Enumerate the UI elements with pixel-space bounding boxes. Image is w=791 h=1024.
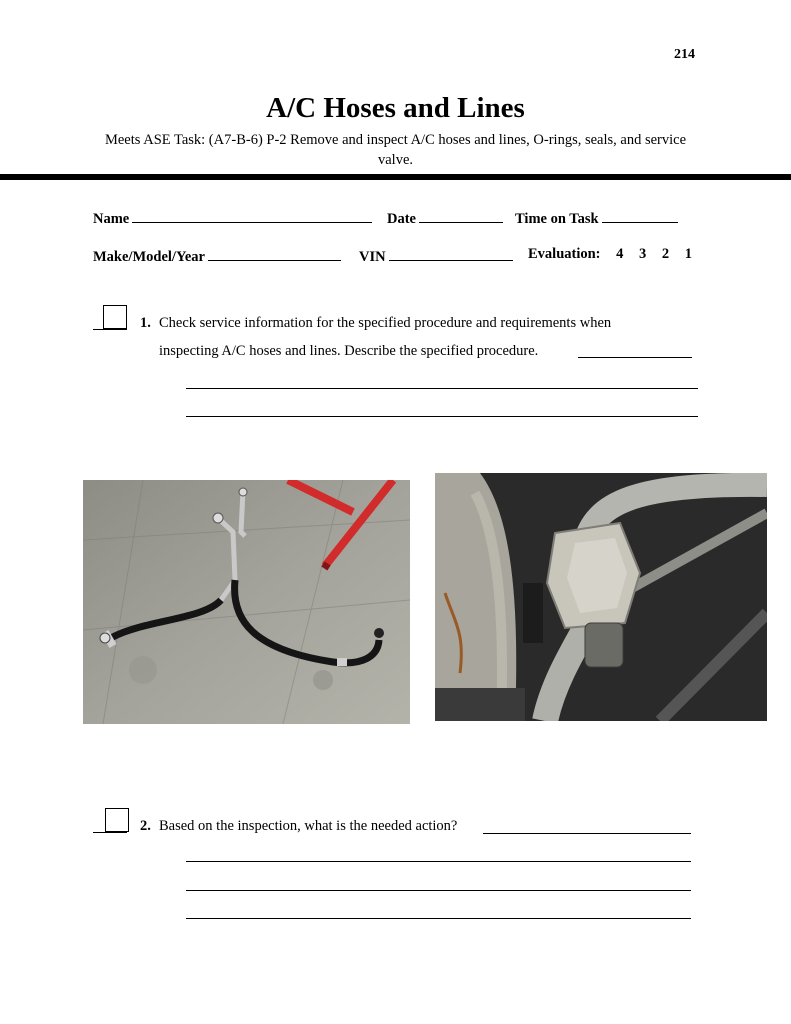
check-line <box>93 832 127 833</box>
make-field <box>93 246 341 266</box>
hose-assembly-image <box>83 480 410 724</box>
question-2-text <box>159 812 457 840</box>
eval-score-3[interactable]: 3 <box>639 246 647 262</box>
page-title: A/C Hoses and Lines <box>266 92 525 124</box>
fitting-closeup-image <box>435 473 767 721</box>
question-1-text-line1: Check service information for the specified procedure and requirements when <box>159 315 612 331</box>
answer-line[interactable] <box>483 833 691 834</box>
check-line <box>93 329 127 330</box>
time-input[interactable] <box>602 208 678 223</box>
eval-score-1[interactable]: 1 <box>684 246 693 262</box>
date-input[interactable] <box>419 208 503 223</box>
question-1-checkbox[interactable] <box>103 305 127 329</box>
answer-line[interactable] <box>186 416 698 417</box>
date-label: Date <box>387 211 416 227</box>
page-number: 214 <box>674 47 695 62</box>
question-2-number: 2. <box>140 818 151 834</box>
answer-line[interactable] <box>578 357 692 358</box>
name-input[interactable] <box>132 208 372 223</box>
vin-label: VIN <box>359 249 386 265</box>
header-divider <box>0 174 791 180</box>
answer-line[interactable] <box>186 388 698 389</box>
answer-line[interactable] <box>186 861 691 862</box>
eval-score-4[interactable]: 4 <box>616 246 624 262</box>
vin-field <box>359 246 513 266</box>
make-label: Make/Model/Year <box>93 249 205 265</box>
evaluation-label: Evaluation: <box>528 246 601 262</box>
fitting-closeup-photo <box>435 473 767 721</box>
name-label: Name <box>93 211 130 227</box>
date-field <box>387 208 503 228</box>
time-label: Time on Task <box>515 211 599 227</box>
answer-line[interactable] <box>186 918 691 919</box>
answer-line[interactable] <box>186 890 691 891</box>
name-field <box>93 208 372 228</box>
evaluation-field <box>528 246 692 263</box>
time-field <box>515 208 678 228</box>
make-input[interactable] <box>208 246 341 261</box>
question-1-text-line2 <box>159 337 538 365</box>
hose-assembly-photo <box>83 480 410 724</box>
question-2-line1-text: Based on the inspection, what is the needed action? <box>159 818 458 834</box>
task-subtitle: Meets ASE Task: (A7-B-6) P-2 Remove and inspect A/C hoses and lines, O-rings, seals, and service valve. <box>104 132 687 168</box>
question-1-line2-text: inspecting A/C hoses and lines. Describe the specified procedure. <box>159 343 539 359</box>
question-2-checkbox[interactable] <box>105 808 129 832</box>
vin-input[interactable] <box>389 246 513 261</box>
eval-score-2[interactable]: 2 <box>661 246 670 262</box>
question-1-number: 1. <box>140 315 151 331</box>
